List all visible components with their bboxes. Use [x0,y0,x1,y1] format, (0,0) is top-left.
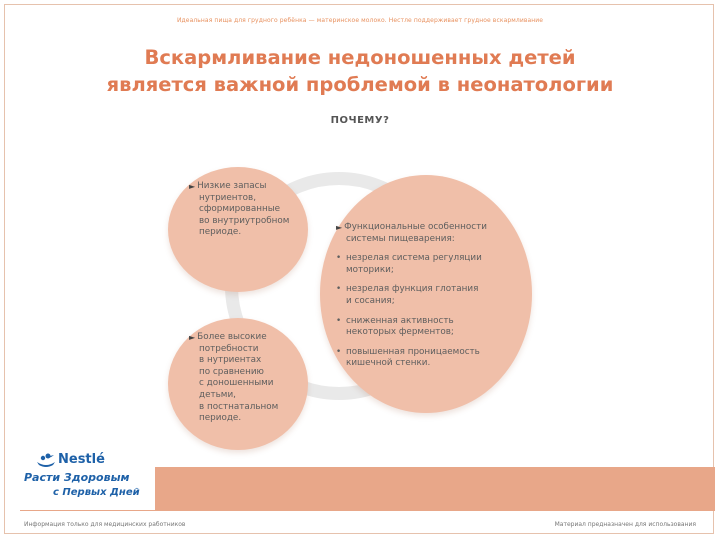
slogan-line-1: Расти Здоровым [24,471,130,484]
nest-bird-icon [35,450,57,468]
text-line: Низкие запасы [197,181,267,191]
slogan-line-2: с Первых Дней [53,487,140,498]
footer-right-note: Материал предназначен для использования [554,521,696,528]
text-line: периоде. [199,227,242,238]
text-line: периоде. [199,413,242,424]
text-line: Более высокие [197,332,267,342]
heading-line: Функциональные особенности [344,222,487,232]
bullet-dot-icon: • [336,284,342,295]
item-line: сниженная активность [346,315,454,326]
title-line-2: является важной проблемой в неонатологии [106,73,614,96]
text-line: в нутриентах [199,355,262,366]
text-line: нутриентов, [199,192,257,203]
list-item [336,316,514,339]
top-disclaimer: Идеальная пища для грудного ребёнка — материнское молоко. Нестле поддерживает грудное вскармливание [176,17,544,24]
item-line: моторики; [346,264,394,275]
text-line: по сравнению [199,366,264,377]
item-line: некоторых ферментов; [346,327,454,338]
item-line: и сосания; [346,295,395,306]
text-line: в постнатальном [199,401,279,412]
title-line-1: Вскармливание недоношенных детей [144,46,576,69]
circle-low-reserves-text [189,181,299,239]
item-line: незрелая система регуляции [346,253,482,264]
text-line: детьми, [199,389,236,400]
list-item [336,253,514,276]
bullet-dot-icon: • [336,253,342,264]
text-line: сформированные [199,204,281,215]
brand-name: Nestlé [58,452,105,467]
circle-higher-needs-text [189,332,299,425]
item-line: кишечной стенки. [346,358,431,369]
triangle-bullet-icon: ► [189,182,196,191]
bullet-dot-icon: • [336,346,342,357]
circle-digestive-features-text [336,222,514,370]
bullet-dot-icon: • [336,315,342,326]
text-line: во внутриутробном [199,215,290,226]
footer-left-note: Информация только для медицинских работников [24,521,186,528]
text-line: потребности [199,343,259,354]
list-item [336,347,514,370]
triangle-bullet-icon: ► [189,333,196,342]
item-line: повышенная проницаемость [346,346,480,357]
heading-line: системы пищеварения: [346,233,455,244]
triangle-bullet-icon: ► [336,223,343,232]
item-line: незрелая функция глотания [346,284,479,295]
nestle-logo [20,447,155,511]
list-item [336,284,514,307]
text-line: с доношенными [199,378,274,389]
question-label: ПОЧЕМУ? [330,115,390,126]
footer-band [155,467,715,511]
slide-title [0,44,720,98]
